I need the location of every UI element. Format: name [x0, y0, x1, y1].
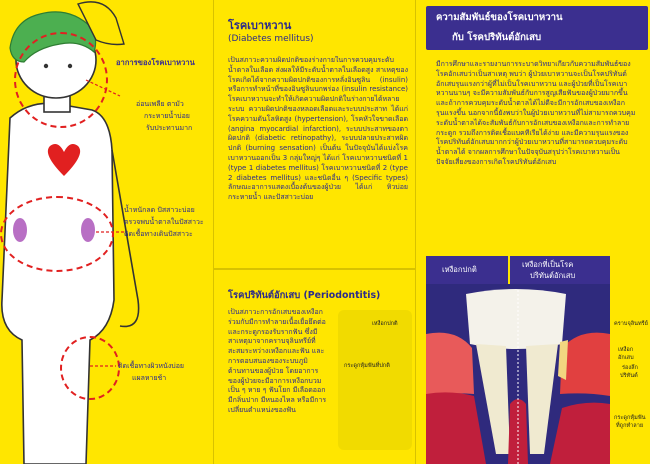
- symptom-7: ติดเชื้อทางผิวหนังบ่อย: [118, 362, 185, 370]
- highlight-circle-head: [14, 32, 108, 128]
- symptom-5: ตรวจพบน้ำตาลในปัสสาวะ: [124, 218, 204, 226]
- tooth-diagram: [344, 256, 648, 464]
- diabetes-body: เป็นสภาวะความผิดปกติของร่างกายในการควบคุมระดับน้ำตาลในเลือด ส่งผลให้มีระดับน้ำตาลในเลือดสูง สาเหตุของโรคเกิดได้จากความผิดปกติของการหลั่งอินซูลิน (insulin) หรือการทำหน้าที่ของอินซูลินบกพร่อง (insulin resistance) โรคเบาหวานจะทำให้เกิดความผิดปกติในร่างกายได้หลายระบบ ความผิดปกติของหลอดเลือดและระบบประสาท ได้แก่ โรคความดันโลหิตสูง (hypertension), โรคหัวใจขาดเลือด (angina myocardial infarction), ระบบประสาทของตาผิดปกติ (diabetic retinopathy), ระบบปลายประสาทผิดปกติ (burning sensation) เป็นต้น ในปัจจุบันได้แบ่งโรคเบาหวานออกเป็น 3 กลุ่มใหญ่ๆ ได้แก่ โรคเบาหวานชนิดที่ 1 (type 1 diabetes mellitus) โรคเบาหวานชนิดที่ 2 (type 2 diabetes mellitus) และชนิดอื่น ๆ (Specific types) ลักษณะอาการแสดงเบื้องต้นของผู้ป่วย ได้แก่ หิวบ่อย กระหายน้ำ และปัสสาวะบ่อย: [228, 56, 408, 202]
- col-normal-label: เหงือกปกติ: [442, 265, 477, 274]
- section-divider: [214, 268, 416, 270]
- right-panel: [344, 0, 650, 464]
- tooth-cross-section: [426, 284, 610, 464]
- symptom-1: อ่อนเพลีย ตามัว: [136, 100, 184, 108]
- label-pocket-line2: ปริทันต์: [620, 373, 638, 379]
- perio-body: เป็นสภาวะการอักเสบของเหงือกร่วมกับมีการทำลายเนื้อเยื่อยึดต่อและกระดูกรองรับรากฟัน ซึ่งมีสาเหตุมาจากคราบจุลินทรีย์ที่สะสมระหว่างเหงือกและฟัน และการตอบสนองของระบบภูมิต้านทานของผู้ป่วย โดยอาการของผู้ป่วยจะมีอาการเหงือกบวม เป็น ๆ หาย ๆ ฟันโยก มีเลือดออก มีกลิ่นปาก มีหนองไหล หรือมีการเปลี่ยนตำแหน่งของฟัน: [228, 308, 327, 414]
- label-pocket-line1: ร่องลึก: [622, 365, 638, 371]
- perio-title: โรคปริทันต์อักเสบ (Periodontitis): [228, 290, 381, 301]
- right-header-line1: ความสัมพันธ์ของโรคเบาหวาน: [436, 12, 563, 23]
- tooth-crown: [466, 289, 566, 349]
- label-bone-normal: กระดูกหุ้มฟันที่ปกติ: [344, 363, 390, 369]
- middle-panel: [214, 0, 416, 464]
- symptom-6: ติดเชื้อทางเดินปัสสาวะ: [124, 230, 193, 238]
- symptom-8: แผลหายช้า: [132, 374, 167, 382]
- symptom-3: รับประทานมาก: [146, 124, 193, 132]
- symptoms-title: อาการของโรคเบาหวาน: [116, 58, 195, 67]
- symptom-2: กระหายน้ำบ่อย: [144, 112, 190, 120]
- label-gum-normal: เหงือกปกติ: [372, 321, 398, 327]
- col-perio-label-line1: เหงือกที่เป็นโรค: [522, 260, 574, 269]
- highlight-circle-kidney: [0, 196, 114, 272]
- symptom-4: น้ำหนักลด ปัสสาวะบ่อย: [124, 206, 195, 214]
- right-body: มีการศึกษาและรายงานการระบาดวิทยาเกี่ยวกับความสัมพันธ์ของโรคอักเสบว่าเป็นสาเหตุ พบว่า ผู้ป่วยเบาหวานจะเป็นโรคปริทันต์อักเสบรุนแรงกว่าผู้ที่ไม่เป็นโรคเบาหวาน และผู้ป่วยที่เป็นโรคเบาหวานนานๆ จะมีความสัมพันธ์กับการสูญเสียฟันของผู้ป่วยมากขึ้น และถ้าการควบคุมระดับน้ำตาลได้ไม่ดีจะมีการอักเสบของเหงือกรุนแรงขึ้น นอกจากนี้ยังพบว่าในผู้ป่วยเบาหวานที่ไม่สามารถควบคุมระดับน้ำตาลได้จะสัมพันธ์กับการอักเสบของเหงือกและการทำลายกระดูก รวมถึงการติดเชื้อแบคทีเรียได้ง่าย และมีความรุนแรงของโรคปริทันต์อักเสบมากกว่าผู้ป่วยเบาหวานที่สามารถควบคุมระดับน้ำตาลได้ จากผลการศึกษาในปัจจุบันสรุปว่าโรคเบาหวานเป็นปัจจัยเสี่ยงของการเกิดโรคปริทันต์อักเสบ: [436, 60, 636, 166]
- label-bone-loss-line1: กระดูกหุ้มฟัน: [614, 415, 646, 421]
- diabetes-title: โรคเบาหวาน: [228, 19, 292, 32]
- diabetes-subtitle: (Diabetes mellitus): [228, 34, 314, 44]
- label-bone-loss-line2: ที่ถูกทำลาย: [616, 423, 644, 429]
- faded-product-image: [338, 310, 412, 450]
- left-panel: [0, 0, 214, 464]
- col-perio-label-line2: ปริทันต์อักเสบ: [530, 271, 576, 280]
- highlight-circle-skin: [60, 336, 120, 400]
- label-plaque: คราบจุลินทรีย์: [614, 321, 648, 327]
- right-header-line2: กับ โรคปริทันต์อักเสบ: [452, 32, 542, 43]
- label-inflamed: เหงือกอักเสบ: [618, 347, 634, 361]
